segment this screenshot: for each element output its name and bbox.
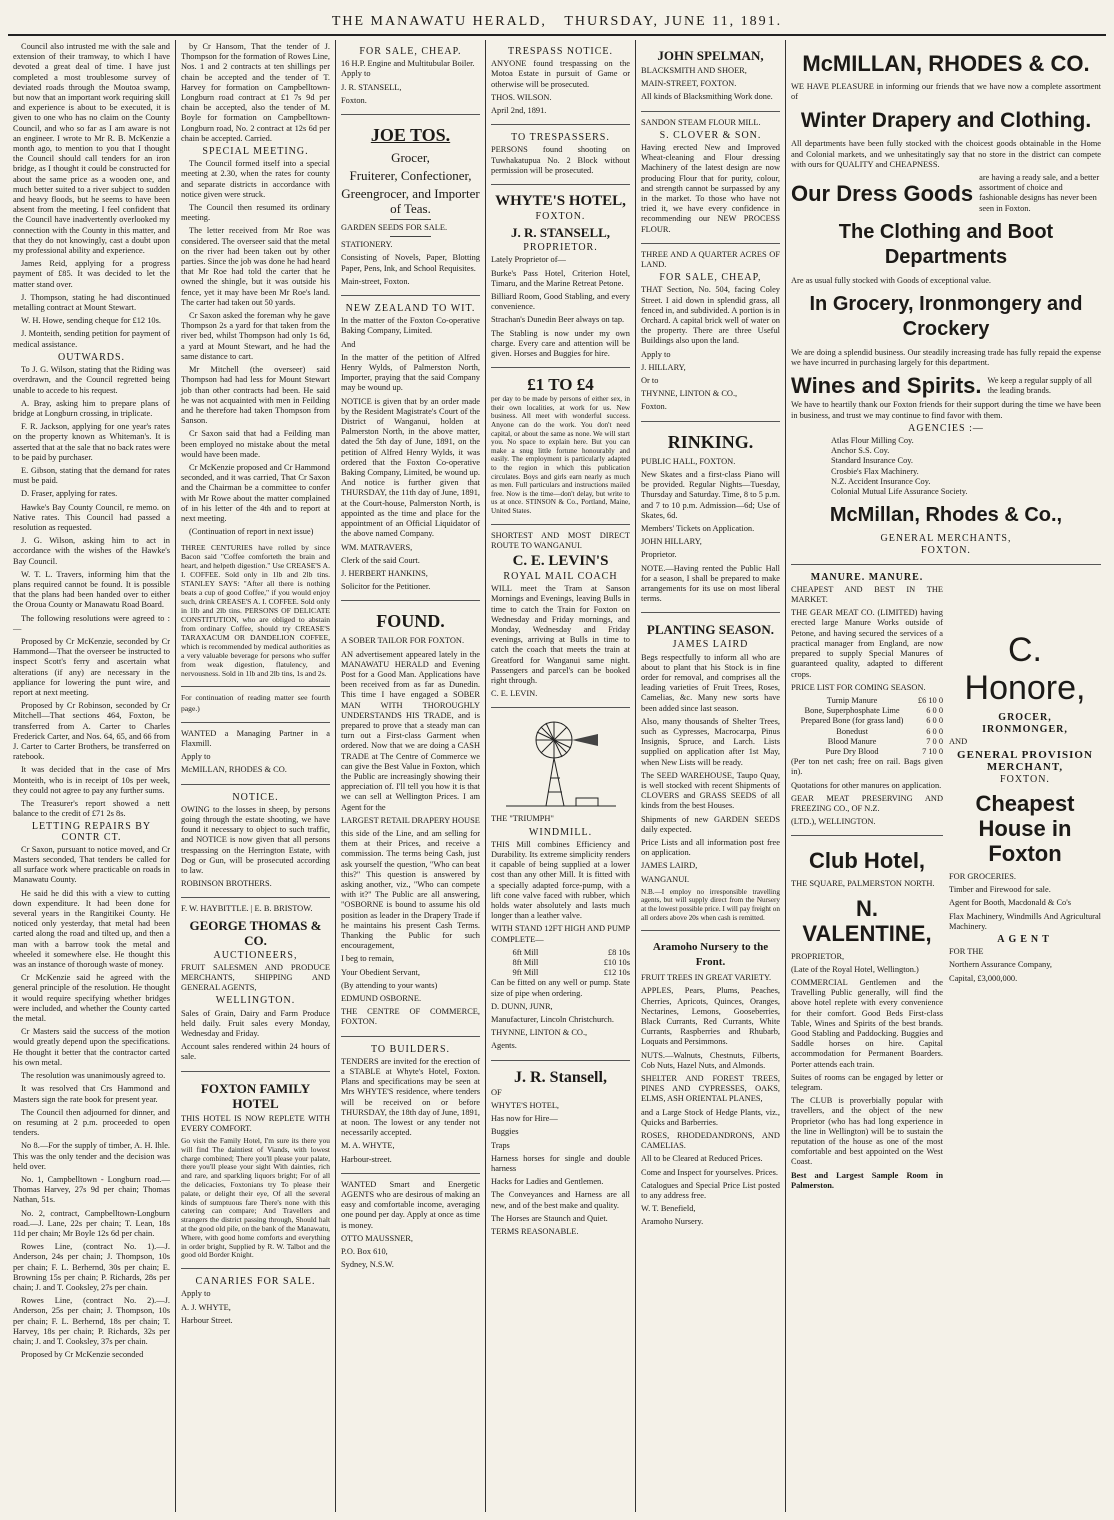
special-meeting-heading: SPECIAL MEETING.	[202, 146, 309, 158]
windmill-ad: THE "TRIUMPH" WINDMILL. THIS Mill combines Efficiency and Durability. Its extreme simplicity renders it capable of being supplied at a lower cost than any other Mill. It is fitted with a specially adapted force-pump, with a lift cone valve faced with rubber, which holds water absolutely and lasts much longer than a leather valve. WITH STAND 12FT HIGH AND PUMP COMPLETE— 6ft Mill £8 10s 8ft Mill £10 10s 9ft Mill £12 10s Can be fitted on any well or pump. State size of pipe when ordering. D. DUNN, JUNR, Manufacturer, Lincoln Christchurch. THYNNE, LINTON & CO., Agents.	[491, 711, 630, 1060]
article-paragraph: E. Gibson, stating that the demand for rates must be paid.	[13, 465, 170, 486]
article-paragraph: W. H. Howe, sending cheque for £12 10s.	[21, 316, 161, 326]
agency-list: Atlas Flour Milling Coy. Anchor S.S. Coy. Standard Insurance Coy. Crosbie's Flax Machinery. N.Z. Accident Insurance Coy. Colonial Mutual Life Assurance Society.	[831, 436, 968, 497]
article-paragraph: The Treasurer's report showed a nett balance to the credit of £71 2s 8s.	[13, 799, 170, 819]
outwards-heading: OUTWARDS.	[57, 351, 126, 363]
article-paragraph: Rowes Line, (contract No. 2).—J. Anderson, 25s per chain; J. Thompson, 10s per chain; F. L. Berhernd, 18s per chain; T. Harvey, 18s per chain; P. Richards, 32s per chain; J. and T. Cooksley, 37s per chain.	[13, 1296, 170, 1346]
trespassers-notice: TO TRESPASSERS. PERSONS found shooting on Tuwhakatupua No. 2 Block without permission will be prosecuted.	[491, 128, 630, 185]
rinking-ad: RINKING. PUBLIC HALL, FOXTON. New Skates and a first-class Piano will be provided. Regular Nights—Tuesday, Thursday and Saturday. Time, 8 to 5 p.m. and 7 to 10 p.m. Admission—6d; Use of Skates, 6d. Members' Tickets on Application. JOHN HILLARY, Proprietor. NOTE.—Having rented the Public Hall for a season, I shall be prepared to make arrangements for its use on most liberal terms.	[641, 425, 780, 614]
article-paragraph: Mr Mitchell (the overseer) said Thompson had had less for Mount Stewart job than other contracts had been. He said he was not acquainted with men in Feilding and he therefore had taken Thompson from Sanson.	[181, 365, 330, 426]
column-1	[8, 40, 176, 1512]
article-paragraph: A. Bray, asking him to prepare plans of bridge at Longburn crossing, in triplicate.	[13, 398, 170, 418]
found-ad: FOUND. A SOBER TAILOR FOR FOXTON. AN advertisement appeared lately in the MANAWATU HERALD and Evening Post for a Good Man. Applications have been received from as far as Dunedin. This time I have engaged a SOBER MAN WITH THOROUGHLY UNDERSTANDS HIS TRADE, and is prepared to prove that a steady man can turn out a First-class Garment when ordered. Now that we are doing a CASH TRADE at The Centre of Commerce we can give the Best Value in Foxton, which the Public are increasingly showing their appreciation of. I'll tell you how it is that we can sell at Wellington Prices. I am Agent for the LARGEST RETAIL DRAPERY HOUSE this side of the Line, and am selling for them at their Prices, and receive a commission. The terms being Cash, just ask yourself the question, "Who can beat this?" This question is answered by asking another, viz., "Who can compete with it?" The Public are all answering, "OSBORNE is bound to assume his old position as leader in the Drapery Trade if he maintains his present Cash Terms. Thanking the Public for such encouragement, I beg to remain, Your Obedient Servant, (By attending to your wants) EDMUND OSBORNE. THE CENTRE OF COMMERCE, FOXTON.	[341, 604, 480, 1036]
paper-name: THE MANAWATU HERALD,	[331, 14, 547, 29]
article-paragraph: J. G. Wilson, asking him to act in accordance with the wishes of the Hawke's Bay Council.	[13, 536, 170, 566]
windmill-prices: 6ft Mill £8 10s 8ft Mill £10 10s 9ft Mill £12 10s	[512, 947, 630, 978]
article-paragraph: by Cr Hansom, That the tender of J. Thompson for the formation of Rowes Line, Nos. 1 and 2 contracts at ten shillings per chain be accepted and the tender of T. Harvey for formation on Campbelltown-Longburn road contract at £1 7s 9d per chain be accepted, also the tender of M. Boyle for formation on Campbelltown-Longburn road, No. 2 contract at 12s 6d per chain be accepted. Carried.	[181, 42, 330, 143]
honore-ad: C. Honore, GROCER, IRONMONGER, AND GENERAL PROVISION MERCHANT, FOXTON. Cheapest House in Foxton FOR GROCERIES. Timber and Firewood for sale. Agent for Booth, Macdonald & Co's Flax Machinery, Windmills And Agricultural Machinery. AGENT FOR THE Northern Assurance Company, Capital, £3,000,000.	[949, 630, 1101, 983]
article-paragraph: No. 2, contract, Campbelltown-Longburn road.—J. Lane, 22s per chain; T. Lean, 18s 11d per chain; Mr Boyle 12s 6d per chain.	[13, 1208, 170, 1238]
notice-ad: NOTICE. OWING to the losses in sheep, by persons going through the estate shooting, we have found it necessary to object to such traffic, and NOTICE is now given that all persons trespassing on the Herrington Estate, with Dog or Gun, will be prosecuted according to law. ROBINSON BROTHERS.	[181, 788, 330, 899]
article-paragraph: The letter received from Mr Roe was considered. The overseer said that the metal on the river had been taken out by other parties. Since the job was done he had heard that Mr Roe had told the carter that he owned the shingle, but it was outside his fence, yet it may have been Mr Roe's land. The carter had taken out 50 yards.	[181, 226, 330, 307]
wines-spirits: Wines and Spirits. We keep a regular supply of all the leading brands.	[791, 373, 1092, 399]
windmill-illustration	[506, 718, 616, 810]
article-paragraph: Cr Saxon said that had a Feilding man been employed no mistake about the metal would have been made.	[181, 429, 330, 459]
court-notice-ad: NEW ZEALAND TO WIT. In the matter of the Foxton Co-operative Baking Company, Limited. And In the matter of the petition of Alfred Henry Wylds, of Palmerston North, Importer, praying that the said Company may be wound up. NOTICE is given that by an order made by the Resident Magistrate's Court of the District of Wanganui, holden at Palmerston North, in the above matter, dated the 5th day of June, 1891, on the petition of Alfred Henry Wylds, it was ordered that the Foxton Co-operative Baking Company, Limited, be wound up. And notice is further given that THURSDAY, the 11th day of June, 1891, at the Court-house, Palmerston North, is appointed as the time and place for the appointment of an Official Liquidator of the above named Company. WM. MATRAVERS, Clerk of the said Court. J. HERBERT HANKINS, Solicitor for the Petitioner.	[341, 299, 480, 601]
article-paragraph: J. Thompson, stating he had discontinued metalling contract at Mount Stewart.	[13, 292, 170, 313]
builders-ad: TO BUILDERS. TENDERS are invited for the erection of a STABLE at Whyte's Hotel, Foxton. Plans and specifications may be seen at Mrs WHYTE'S residence, where tenders will be received on or before THURSDAY, the 18th day of June, 1891, at noon. The lowest or any tender not necessarily accepted. M. A. WHYTE, Harbour-street.	[341, 1040, 480, 1174]
article-paragraph: Cr Saxon asked the foreman why he gave Thompson 2s a yard for that taken from the river bed, whilst Thompson had only 1s 6d, a yard at Mount Stewart, and he had the same distance to cart.	[181, 311, 330, 361]
article-paragraph: Council also intrusted me with the sale and extension of their tramway, to which I have devoted a great deal of time. I have just completed a most troublesome survey of deviated roads through the Moutoa swamp, but now that an important work requiring skill and experience is about to be executed, it is given to one who has no claim on the County Council, and who so far as I am aware is not an engineer. I wrote to Mr R. B. McKenzie a month ago, to mention to you that I thought the Council should call tenders for an iron bridge, as I thought it could be constructed for about the same price as a wooden one, and much better suited to a river subject to sudden and heavy floods, but he seems to have been absent from the meeting. I feel confident that the Council have inadvertently overlooked my connection with the County in this matter, and that they do not knowingly, cast a doubt upon my professional ability and experience.	[13, 42, 170, 256]
article-paragraph: Hawke's Bay County Council, re memo. on Native rates. This Council had passed a resolution as requested.	[13, 502, 170, 532]
dress-goods: Our Dress Goods are having a ready sale, and a better assortment of choice and fashionable designs has never been seen in Foxton.	[791, 173, 1100, 213]
article-paragraph: James Reid, applying for a progress payment of £85. It was decided to let the matter stand over.	[13, 259, 170, 289]
col6-right	[949, 568, 1101, 1202]
agents-wanted-ad: WANTED Smart and Energetic AGENTS who are desirous of making an easy and comfortable income, averaging one pound per day. Apply at once as time is money. OTTO MAUSSNER, P.O. Box 610, Sydney, N.S.W.	[341, 1179, 480, 1270]
col6-lower	[791, 568, 1101, 1202]
levin-coach-ad: SHORTEST AND MOST DIRECT ROUTE TO WANGANUI. C. E. LEVIN'S ROYAL MAIL COACH WILL meet the Tram at Sanson Mornings and Evenings, leaving Bulls in time to catch the Train for Foxton on Wednesday and Friday mornings, and Monday, Wednesday and Friday evenings, arriving at Bulls in time to catch the coach that meets the train at Greatford for Wanganui same night. Passengers and parcel's can be booked right through. C. E. LEVIN.	[491, 528, 630, 709]
manure-ad: MANURE. MANURE. CHEAPEST AND BEST IN THE MARKET. THE GEAR MEAT CO. (LIMITED) having erected large Manure Works outside of Petone, and having secured the services of a practical manager from England, are now prepared to supply Special Manures of guaranteed quality, adapted to different crops. PRICE LIST FOR COMING SEASON. Turnip Manure £6 10 0 Bone, Superphosphate Lime 6 0 0 Prepared Bone (for grass land) 6 0 0 Bonedust 6 0 0 Blood Manure 7 0 0 Pure Dry Blood 7 10 0 (Per ton net cash; free on rail. Bags given in). Quotations for other manures on application. GEAR MEAT PRESERVING AND FREEZING CO., OF N.Z. (LTD.), WELLINGTON.	[791, 568, 943, 837]
stansell-hire-ad: J. R. Stansell, OF WHYTE'S HOTEL, Has now for Hire— Buggies Traps Harness horses for single and double harness Hacks for Ladies and Gentlemen. The Conveyances and Harness are all new, and of the best make and quality. The Horses are Staunch and Quiet. TERMS REASONABLE.	[491, 1068, 630, 1236]
joe-tos-ad: JOE TOS. Grocer, Fruiterer, Confectioner, Greengrocer, and Importer of Teas. GARDEN SEEDS FOR SALE. STATIONERY. Consisting of Novels, Paper, Blotting Paper, Pens, Ink, and School Requisites. Main-street, Foxton.	[341, 118, 480, 296]
money-ad: £1 TO £4 per day to be made by persons of either sex, in their own localities, at work for us. New business. All meet with wonderful success. Anyone can do the work. You don't need capital, or about the same as none. We will start you. No space to explain here. But you can make a snug little fortune honourably and easily. The employment is particularly adapted to the region in which this publication circulates. Boys and girls earn nearly as much as men. Full particulars and instructions mailed free. Now is the time—don't delay, but write to us at once. STINSON & Co., Portland, Maine, United States.	[491, 371, 630, 524]
whytes-hotel-ad: WHYTE'S HOTEL, FOXTON. J. R. STANSELL, PROPRIETOR. Lately Proprietor of— Burke's Pass Hotel, Criterion Hotel, Timaru, and the Marine Retreat Petone. Billiard Room, Good Stabling, and every convenience. Strachan's Dunedin Beer always on tap. The Stabling is now under my own charge. Every care and attention will be given. Horses and Buggies for hire.	[491, 188, 630, 368]
continued-note: (Continuation of report in next issue)	[189, 527, 314, 537]
article-paragraph: The Council formed itself into a special meeting at 2.30, when the rates for county and separate districts in accordance with notice given were struck.	[181, 159, 330, 199]
family-hotel-ad: FOXTON FAMILY HOTEL THIS HOTEL IS NOW REPLETE WITH EVERY COMFORT. Go visit the Family Hotel, I'm sure its there you will find The daintiest of Viands, with lowest charge combined; There you'll please your palate, there you'll please your sight With dainties, rich and rare, and sparkling liquors bright; For of all the delicacies, Foxtonians try To please their palate, or delight their eye, Of all the several kinds of sumptuous fare There's none with this catering can compare; And Travellers and strangers the district passing through, Should halt at the good old pile, on the bank of the Manawatu, Where, with good home comforts and everything in order bright, Supplied by R. W. Talbot and the good old Border Knight.	[181, 1075, 330, 1270]
article-paragraph: To J. G. Wilson, stating that the Riding was overdrawn, and the Council regretted being unable to accede to his request.	[13, 365, 170, 395]
article-paragraph: D. Fraser, applying for rates.	[21, 489, 118, 499]
issue-date: THURSDAY, JUNE 11, 1891.	[564, 14, 783, 29]
article-paragraph: He said he did this with a view to cutting down expenditure. It had been done for several years in the Rangitikei County. He noticed only yesterday, that metal had been carted along the road and tilted up, and then a man with a barrow took the metal and wheeled it somewhere else. He thought this was an instance of thorough waste of money.	[13, 888, 170, 970]
column-5	[636, 40, 786, 1512]
column-4	[486, 40, 636, 1512]
land-sale-ad: THREE AND A QUARTER ACRES OF LAND. FOR SALE, CHEAP, THAT Section, No. 504, facing Coley Street. I aid down in splendid grass, all fenced in, and subdivided. A portion is in Orchard. A capital brick well of water on the property. There are three Useful Buildings also upon the land. Apply to J. HILLARY, Or to THYNNE, LINTON & CO., Foxton.	[641, 247, 780, 422]
columns	[8, 40, 1106, 1512]
article-paragraph: The Council then resumed its ordinary meeting.	[181, 203, 330, 223]
article-paragraph: Cr McKenzie proposed and Cr Hammond seconded, and it was carried, That Cr Saxon and the Chairman be a committee to confer with Mr Rowe about the matter complained of in his letter of the 4th and to report at next meeting.	[181, 462, 330, 523]
club-hotel-ad: Club Hotel, THE SQUARE, PALMERSTON NORTH. N. VALENTINE, PROPRIETOR, (Late of the Royal Hotel, Wellington.) COMMERCIAL Gentlemen and the Travelling Public generally, will find the above hotel replete with every convenience for their comfort. Good Beds First-class Table, Wines and Spirits of the best brands. Good Stabling and Paddocking. Buggies and Saddle horses on hire. Capital accommodation for Permanent Boarders. Porter attends each train. Suites of rooms can be engaged by letter or telegram. The CLUB is proverbially popular with travellers, and the object of the new Proprietor (who has had long experience in the line in Wellington) will be to sustain the reputation of the house as one of the most comfortable and best appointed on the West Coast. Best and Largest Sample Room in Palmerston.	[791, 848, 943, 1190]
article-paragraph: Cr McKenzie said he agreed with the general principle of the resolution. He thought it would require specifying whether bridges were included, and whether the County carted the metal.	[13, 973, 170, 1024]
mcmillan-rhodes-ad: McMILLAN, RHODES & CO. WE HAVE PLEASURE in informing our friends that we have now a complete assortment of Winter Drapery and Clothing. All departments have been fully stocked with the choicest goods obtainable in the Home and Colonial markets, and we unhesitatingly say that no store in the district can compete with ours for QUALITY and CHEAPNESS. Our Dress Goods are having a ready sale, and a better assortment of choice and fashionable designs has never been seen in Foxton. The Clothing and Boot Departments Are as usual fully stocked with Goods of exceptional value. In Grocery, Ironmongery and Crockery We are doing a splendid business. Our steadily increasing trade has fully repaid the expense we have incurred in purchasing largely for this department. Wines and Spirits. We keep a regular supply of all the leading brands. We have to heartily thank our Foxton friends for their support during the time we have been in business, and trust we may continue to find favor with them. AGENCIES :— Atlas Flour Milling Coy. Anchor S.S. Coy. Standard Insurance Coy. Crosbie's Flax Machinery. N.Z. Accident Insurance Coy. Colonial Mutual Life Assurance Society. McMillan, Rhodes & Co., GENERAL MERCHANTS, FOXTON.	[791, 42, 1101, 565]
article-paragraph: The Council then adjourned for dinner, and on resuming at 2 p.m. proceeded to open tenders.	[13, 1107, 170, 1138]
engine-sale-ad: FOR SALE, CHEAP. 16 H.P. Engine and Multitubular Boiler. Apply to J. R. STANSELL, Foxton.	[341, 42, 480, 115]
trespass-notice: TRESPASS NOTICE. ANYONE found trespassing on the Motoa Estate in pursuit of Game or otherwise will be prosecuted. THOS. WILSON. April 2nd, 1891.	[491, 42, 630, 125]
article-paragraph: No 8.—For the supply of timber, A. H. Ihle. This was the only tender and the decision was held over.	[13, 1141, 170, 1171]
article-paragraph: The resolution was unanimously agreed to.	[21, 1071, 166, 1081]
coffee-ad: THREE CENTURIES have rolled by since Bacon said "Coffee comforteth the brain and heart, and helpeth digestion." Use CREASE'S A. I. COFFEE. Sold only in 1lb and 2lb tins. STANLEY SAYS: "After all there is nothing beats a cup of good Coffee," if you would enjoy such, drink CREASE'S A. I. COFFEE. Sold only in 1lb and 2lb tins. PERSONS OF DELICATE CONSTITUTION, who are obliged to abstain from ordinary Coffee, should try CREASE'S TARAXACUM OR DANDELION COFFEE, which is recommended by medical authorities as a very valuable beverage for persons who suffer from weak digestion, flatulency, and nervousness. Sold in 1lb and 2lb tins, 1s and 2s.	[181, 540, 330, 687]
article-paragraph: W. T. L. Travers, informing him that the plans required cannot be found. It is possible that the plans had been handed over to either the Oroua County or Manawatu Road Board.	[13, 569, 170, 610]
manure-price-list: Turnip Manure £6 10 0 Bone, Superphosphate Lime 6 0 0 Prepared Bone (for grass land) 6 0 0 Bonedust 6 0 0 Blood Manure 7 0 0 Pure Dry Blood 7 10 0	[800, 695, 943, 756]
letting-heading: LETTING REPAIRS BY CONTR CT.	[31, 821, 152, 843]
article-paragraph: It was resolved that Crs Hammond and Masters sign the rate book for present year.	[13, 1084, 170, 1104]
column-3	[336, 40, 486, 1512]
planting-season-ad: PLANTING SEASON. JAMES LAIRD Begs respectfully to inform all who are about to plant that his Stock is in fine order for removal, and comprises all the leading varieties of Fruit Trees, Roses, Camelias, &c. Many new sorts have been added since last season. Also, many thousands of Shelter Trees, such as Cypresses, Macrocarpa, Pinus Insignis, Spruce, and Larch. Lists supplied on application after 1st May, when New Lists will be ready. The SEED WAREHOUSE, Taupo Quay, is well stocked with recent Shipments of CLOVERS and GRASS SEEDS of all kinds from the best Houses. Shipments of new GARDEN SEEDS daily expected. Price Lists and all information post free on application. JAMES LAIRD, WANGANUI. N.B.—I employ no irresponsible travelling agents, but will supply direct from the Nursery at the lowest possible price. I will pay freight on all orders above 20s when cash is remitted.	[641, 616, 780, 931]
auctioneers-ad: F. W. HAYBITTLE. | E. B. BRISTOW. GEORGE THOMAS & CO. AUCTIONEERS, FRUIT SALESMEN AND PRODUCE MERCHANTS, SHIPPING AND GENERAL AGENTS, WELLINGTON. Sales of Grain, Dairy and Farm Produce held daily. Fruit sales every Monday, Wednesday and Friday. Account sales rendered within 24 hours of sale.	[181, 901, 330, 1071]
article-paragraph: Cr Masters said the success of the motion would greatly depend upon the specifications. He thought it better that the contractor carted his own metal.	[13, 1027, 170, 1067]
continuation-note: For continuation of reading matter see fourth page.)	[181, 690, 330, 722]
aramoho-nursery-ad: Aramoho Nursery to the Front. FRUIT TREES IN GREAT VARIETY. APPLES, Pears, Plums, Peaches, Cherries, Apricots, Quinces, Oranges, Nectarines, Lemons, Gooseberries, Black Currants, Red Currants, White Currants, Raspberries and Rhubarb, Loquats and Persimmons. NUTS.—Walnuts, Chestnuts, Filberts, Cob Nuts, Hazel Nuts, and Almonds. SHELTER AND FOREST TREES, PINES AND CYPRESSES, OAKS, ELMS, ASH ORIENTAL PLANES, and a Large Stock of Hedge Plants, viz., Quicks and Barberries. ROSES, RHODEDANDRONS, AND CAMELIAS. All to be Cleared at Reduced Prices. Come and Inspect for yourselves. Prices. Catalogues and Special Price List posted to any address free. W. T. Benefield, Aramoho Nursery.	[641, 941, 780, 1227]
article-paragraph: Proposed by Cr McKenzie, seconded by Cr Hammond—That the overseer be instructed to inspect Scott's ferry and ascertain what alterations (if any) are necessary in the appliance for lowering the punt wire, and report at next meeting.	[13, 636, 170, 697]
article-paragraph: J. Monteith, sending petition for payment of medical assistance.	[13, 329, 170, 349]
article-paragraph: Proposed by Cr McKenzie seconded	[21, 1350, 144, 1360]
article-paragraph: F. R. Jackson, applying for one year's rates on the property known as Whiteman's. It is asserted that at the sale that no back rates were to be paid by purchaser.	[13, 422, 170, 462]
blacksmith-ad: JOHN SPELMAN, BLACKSMITH AND SHOER, MAIN-STREET, FOXTON. All kinds of Blacksmithing Work done.	[641, 42, 780, 112]
col6-left	[791, 568, 943, 1202]
column-2	[176, 40, 336, 1512]
article-paragraph: Cr Saxon, pursuant to notice moved, and Cr Masters seconded, That tenders be called for all surface work where practicable on roads in Manawatu County.	[13, 844, 170, 885]
article-paragraph: No. 1, Campbelltown - Longburn road.—Thomas Harvey, 27s 9d per chain; Thomas Nathan, 51s.	[13, 1174, 170, 1205]
canaries-ad: CANARIES FOR SALE. Apply to A. J. WHYTE, Harbour Street.	[181, 1276, 316, 1325]
article-paragraph: Proposed by Cr Robinson, seconded by Cr Mitchell—That sections 464, Foxton, be transferred from A. Carter to Charles Frederick Carter, and Nos. 64, 65, and 66 from J. Carter to Carter Brothers, be transferred on ratebook.	[13, 701, 170, 762]
article-paragraph: Rowes Line, (contract No. 1).—J. Anderson, 24s per chain; J. Thompson, 10s per chain; F. L. Berhernd, 30s per chain; E. Browning 15s per chain; P. Richards, 28s per chain; J. and T. Cooksley, 27s per chain.	[13, 1242, 170, 1292]
column-6	[786, 40, 1106, 1512]
masthead	[8, 6, 1106, 36]
flour-mill-ad: SANDON STEAM FLOUR MILL. S. CLOVER & SON. Having erected New and Improved Wheat-cleaning and Flour dressing Machinery of the latest design are now producing Flour that for purity, colour, and strength cannot be surpassed by any in the market. To those who have not tried it, we have every confidence in recommending our NEW PROCESS FLOUR.	[641, 115, 780, 244]
wanted-partner-ad: WANTED a Managing Partner in a Flaxmill. Apply to McMILLAN, RHODES & CO.	[181, 726, 330, 785]
article-paragraph: The following resolutions were agreed to :—	[13, 613, 170, 633]
article-paragraph: It was decided that in the case of Mrs Monteith, who is in receipt of 10s per week, they could not agree to pay any further sums.	[13, 765, 170, 795]
